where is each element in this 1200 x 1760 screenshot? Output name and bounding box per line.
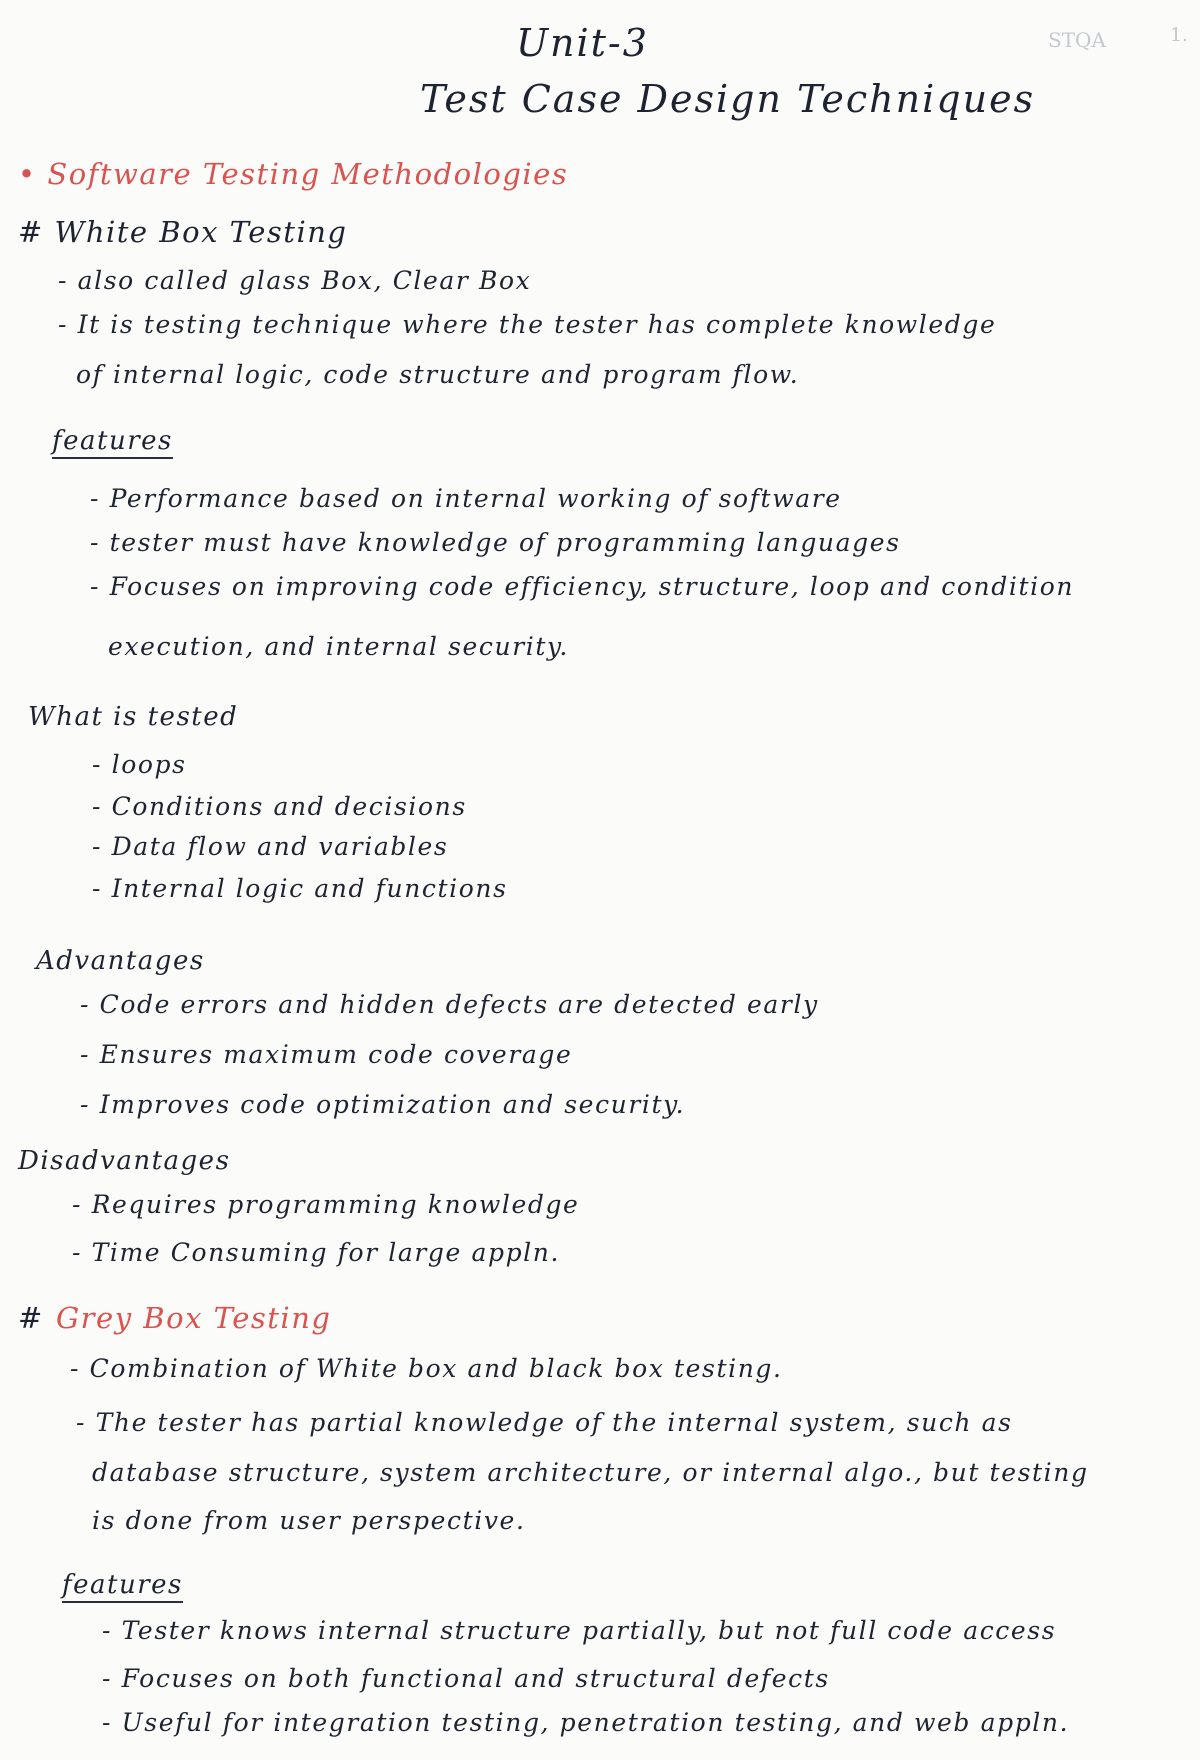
advantage-2: - Ensures maximum code coverage [80, 1040, 573, 1069]
tested-item-4: - Internal logic and functions [92, 874, 508, 903]
methodologies-heading: • Software Testing Methodologies [18, 157, 569, 191]
grey-box-heading-hash: # [18, 1301, 44, 1335]
white-box-heading: # White Box Testing [18, 215, 348, 249]
grey-box-feature-3: - Useful for integration testing, penetration testing, and web appln. [102, 1708, 1070, 1737]
what-is-tested-heading: What is tested [28, 702, 239, 732]
advantage-1: - Code errors and hidden defects are detected early [80, 990, 819, 1019]
white-box-desc-1: - also called glass Box, Clear Box [58, 266, 532, 295]
page-number: 1. [1170, 24, 1189, 46]
grey-box-feature-2: - Focuses on both functional and structural defects [102, 1664, 830, 1693]
disadvantage-2: - Time Consuming for large appln. [72, 1238, 561, 1267]
tested-item-2: - Conditions and decisions [92, 792, 467, 821]
white-box-feature-1: - Performance based on internal working of software [90, 484, 842, 513]
grey-box-heading: Grey Box Testing [56, 1301, 332, 1335]
advantage-3: - Improves code optimization and security. [80, 1090, 686, 1119]
disadvantages-heading: Disadvantages [18, 1146, 231, 1176]
grey-box-desc-2: - The tester has partial knowledge of the internal system, such as [76, 1408, 1013, 1437]
grey-box-features-heading: features [62, 1572, 183, 1603]
white-box-desc-3: of internal logic, code structure and program flow. [76, 360, 800, 389]
white-box-feature-3: - Focuses on improving code efficiency, structure, loop and condition [90, 572, 1075, 601]
white-box-feature-2: - tester must have knowledge of programming languages [90, 528, 901, 557]
grey-box-feature-1: - Tester knows internal structure partially, but not full code access [102, 1616, 1057, 1645]
page-title: Test Case Design Techniques [420, 77, 1036, 121]
white-box-feature-3-cont: execution, and internal security. [108, 632, 569, 661]
advantages-heading: Advantages [36, 946, 205, 976]
disadvantage-1: - Requires programming knowledge [72, 1190, 580, 1219]
grey-box-desc-4: is done from user perspective. [92, 1506, 526, 1535]
tested-item-3: - Data flow and variables [92, 832, 449, 861]
white-box-features-heading: features [52, 428, 173, 459]
grey-box-desc-1: - Combination of White box and black box testing. [70, 1354, 783, 1383]
unit-title: Unit-3 [516, 21, 649, 65]
grey-box-desc-3: database structure, system architecture, or internal algo., but testing [92, 1458, 1089, 1487]
corner-mark: STQA [1048, 28, 1106, 52]
white-box-desc-2: - It is testing technique where the tester has complete knowledge [58, 310, 997, 339]
tested-item-1: - loops [92, 750, 187, 779]
